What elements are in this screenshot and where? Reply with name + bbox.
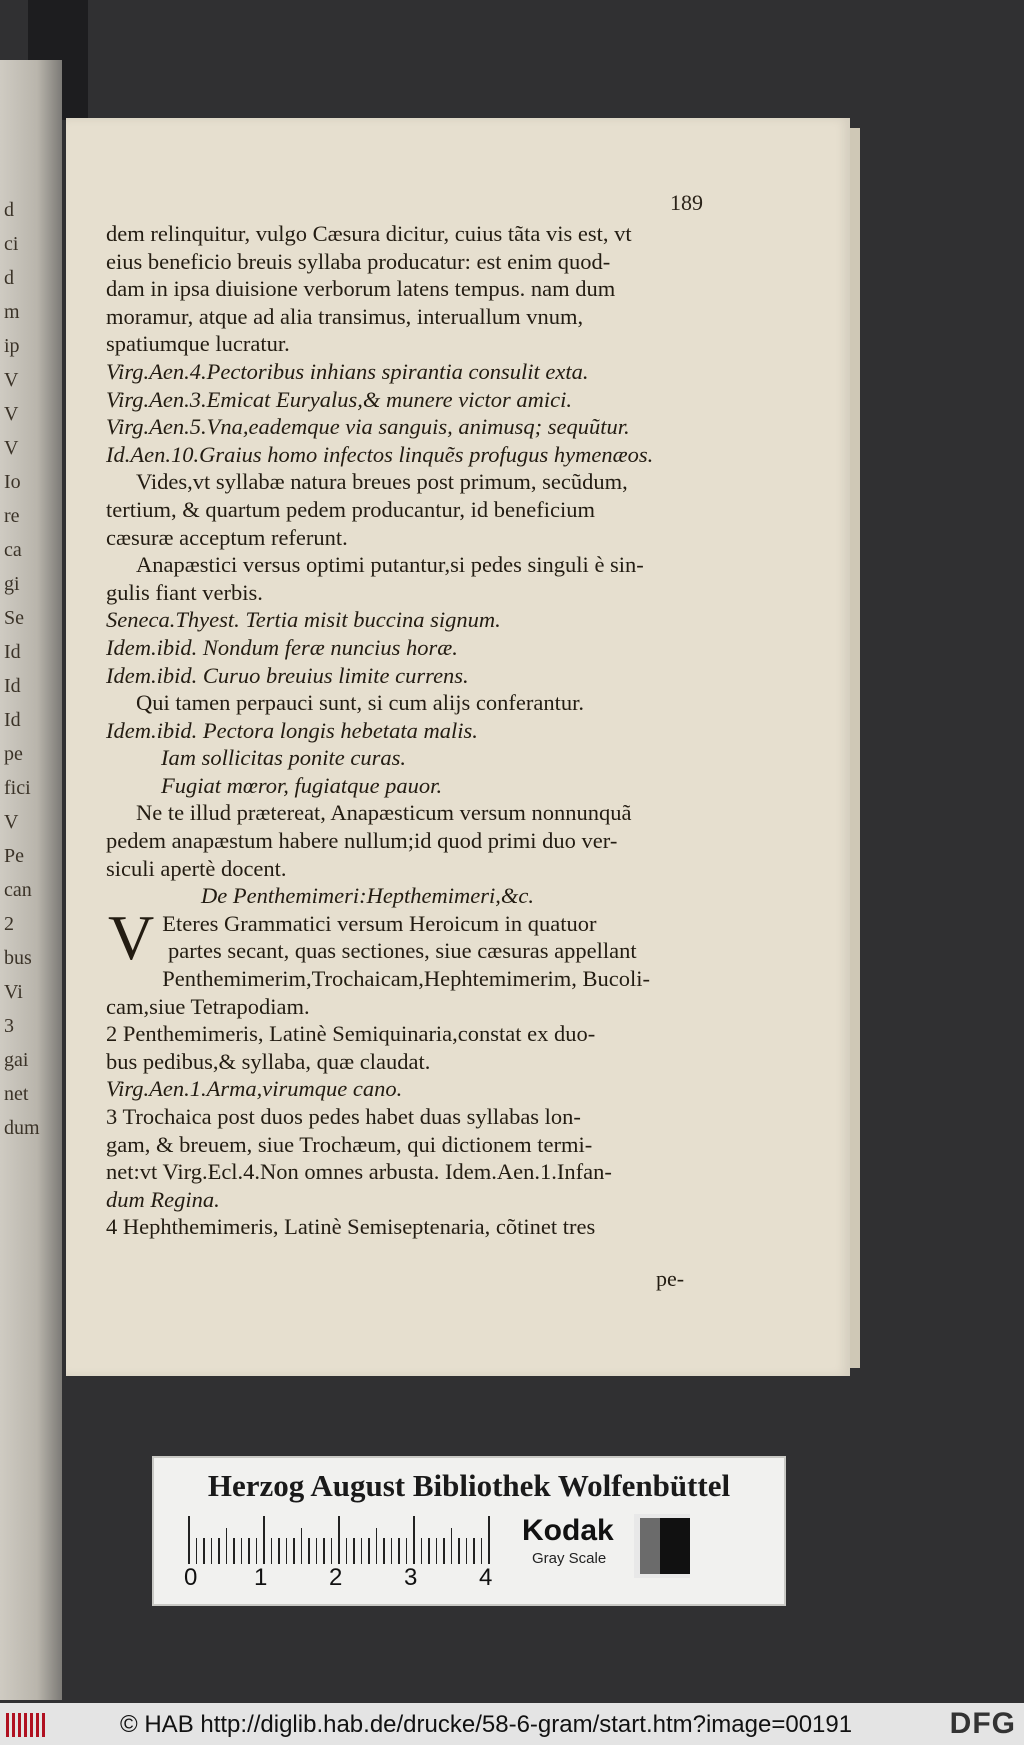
left-page-fragment: Pe bbox=[4, 845, 24, 867]
text-line: Qui tamen perpauci sunt, si cum alijs conferantur. bbox=[136, 690, 585, 716]
text-line-content: Eteres Grammatici versum Heroicum in quatuor bbox=[162, 910, 597, 936]
left-page-fragment: Id bbox=[4, 675, 21, 697]
ruler-tick bbox=[248, 1538, 250, 1564]
text-line: tertium, & quartum pedem producantur, id beneficium bbox=[106, 496, 595, 522]
ruler-tick bbox=[308, 1538, 310, 1564]
black-patch bbox=[660, 1518, 690, 1574]
ruler-tick bbox=[406, 1538, 408, 1564]
left-page-fragment: pe bbox=[4, 743, 23, 765]
scale-number: 4 bbox=[479, 1564, 493, 1591]
text-line: De Penthemimeri:Hepthemimeri,&c. bbox=[201, 883, 535, 909]
text-line: dum Regina. bbox=[106, 1186, 220, 1212]
left-page-fragment: dum bbox=[4, 1117, 40, 1139]
text-line: moramur, atque ad alia transimus, interuallum vnum, bbox=[106, 303, 584, 329]
left-page-edge bbox=[0, 60, 62, 1700]
ruler-tick bbox=[286, 1538, 288, 1564]
scale-number: 0 bbox=[184, 1564, 198, 1591]
text-line: 4 Hephthemimeris, Latinè Semiseptenaria, cõtinet tres bbox=[106, 1214, 596, 1240]
dfg-logo: DFG bbox=[949, 1707, 1016, 1740]
left-page-fragment: m bbox=[4, 301, 20, 323]
left-page-fragment: ci bbox=[4, 233, 19, 255]
ruler-tick bbox=[211, 1538, 213, 1564]
text-line: Penthemimerim,Trochaicam,Hephtemimerim, Bucoli- bbox=[162, 966, 651, 992]
text-line: Virg.Aen.1.Arma,virumque cano. bbox=[106, 1076, 403, 1102]
ruler-tick bbox=[391, 1538, 393, 1564]
ruler-tick bbox=[458, 1538, 460, 1564]
text-line: bus pedibus,& syllaba, quæ claudat. bbox=[106, 1048, 431, 1074]
left-page-fragment: 2 bbox=[4, 913, 14, 935]
ruler-tick bbox=[368, 1538, 370, 1564]
left-page-fragment: net bbox=[4, 1083, 29, 1105]
text-line: 2 Penthemimeris, Latinè Semiquinaria,constat ex duo- bbox=[106, 1021, 596, 1047]
page-number: 189 bbox=[670, 190, 703, 215]
ruler-tick bbox=[196, 1538, 198, 1564]
gray-swatch bbox=[634, 1514, 690, 1578]
scale-number: 3 bbox=[404, 1564, 418, 1591]
text-line: Fugiat mœror, fugiatque pauor. bbox=[161, 772, 443, 798]
text-line: Iam sollicitas ponite curas. bbox=[161, 745, 406, 771]
text-line: Vides,vt syllabæ natura breues post primum, secũdum, bbox=[136, 469, 628, 495]
text-line: Ne te illud prætereat, Anapæsticum versum nonnunquã bbox=[136, 800, 632, 826]
text-line: gam, & breuem, siue Trochæum, qui dictionem termi- bbox=[106, 1131, 593, 1157]
left-page-fragment: d bbox=[4, 267, 14, 289]
left-page-fragment: gi bbox=[4, 573, 20, 595]
ruler-scale bbox=[188, 1516, 498, 1564]
ruler-tick bbox=[263, 1516, 265, 1564]
book-page bbox=[66, 118, 850, 1376]
text-line: cæsuræ acceptum referunt. bbox=[106, 524, 348, 550]
hab-logo-icon bbox=[6, 1713, 48, 1737]
gray-patch bbox=[640, 1518, 662, 1574]
ruler-tick bbox=[331, 1538, 333, 1564]
gray-scale-label: Gray Scale bbox=[532, 1550, 607, 1567]
ruler-tick bbox=[323, 1538, 325, 1564]
left-page-fragment: Se bbox=[4, 607, 24, 629]
left-page-fragment: Io bbox=[4, 471, 21, 493]
ruler-tick bbox=[436, 1538, 438, 1564]
text-line: Idem.ibid. Curuo breuius limite currens. bbox=[106, 662, 469, 688]
ruler-tick bbox=[413, 1516, 415, 1564]
text-line: siculi apertè docent. bbox=[106, 855, 287, 881]
left-page-fragment: V bbox=[4, 403, 19, 425]
drop-cap: V bbox=[108, 901, 155, 973]
text-line: net:vt Virg.Ecl.4.Non omnes arbusta. Idem.Aen.1.Infan- bbox=[106, 1159, 612, 1185]
ruler-tick bbox=[188, 1516, 190, 1564]
left-page-fragment: gai bbox=[4, 1049, 29, 1071]
ruler-tick bbox=[361, 1538, 363, 1564]
ruler-tick bbox=[398, 1538, 400, 1564]
text-line: Virg.Aen.3.Emicat Euryalus,& munere victor amici. bbox=[106, 386, 572, 412]
library-title: Herzog August Bibliothek Wolfenbüttel bbox=[207, 1468, 731, 1503]
text-line: Idem.ibid. Nondum feræ nuncius horæ. bbox=[106, 634, 458, 660]
left-page-fragment: Id bbox=[4, 641, 21, 663]
color-calibration-card bbox=[152, 1456, 786, 1606]
ruler-tick bbox=[271, 1538, 273, 1564]
page-text bbox=[106, 220, 806, 1241]
text-line: gulis fiant verbis. bbox=[106, 579, 263, 605]
ruler-tick bbox=[293, 1538, 295, 1564]
ruler-tick bbox=[428, 1538, 430, 1564]
left-page-fragment: ip bbox=[4, 335, 20, 357]
left-page-fragment: re bbox=[4, 505, 20, 527]
source-url[interactable]: © HAB http://diglib.hab.de/drucke/58-6-gram/start.htm?image=00191 bbox=[120, 1711, 853, 1738]
text-line: Virg.Aen.5.Vna,eademque via sanguis, animusq; sequũtur. bbox=[106, 414, 630, 440]
left-page-fragment: fici bbox=[4, 777, 31, 799]
text-line: dem relinquitur, vulgo Cæsura dicitur, cuius tãta vis est, vt bbox=[106, 221, 632, 246]
left-page-fragment: d bbox=[4, 199, 14, 221]
left-page-fragment: bus bbox=[4, 947, 32, 969]
text-line: eius beneficio breuis syllaba producatur: est enim quod- bbox=[106, 248, 611, 274]
left-page-fragment: ca bbox=[4, 539, 22, 561]
scale-number: 2 bbox=[329, 1564, 343, 1591]
left-page-fragment: can bbox=[4, 879, 32, 901]
footer-bar bbox=[0, 1703, 1024, 1745]
ruler-tick bbox=[443, 1538, 445, 1564]
ruler-tick bbox=[353, 1538, 355, 1564]
ruler-tick bbox=[301, 1528, 303, 1564]
ruler-tick bbox=[451, 1528, 453, 1564]
ruler-tick bbox=[488, 1516, 490, 1564]
ruler-tick bbox=[421, 1538, 423, 1564]
catchword: pe- bbox=[656, 1266, 685, 1291]
ruler-tick bbox=[226, 1528, 228, 1564]
left-page-fragment: V bbox=[4, 811, 19, 833]
left-page-fragment: 3 bbox=[4, 1015, 14, 1037]
ruler-tick bbox=[466, 1538, 468, 1564]
ruler-tick bbox=[256, 1538, 258, 1564]
left-page-fragment: V bbox=[4, 369, 19, 391]
ruler-tick bbox=[383, 1538, 385, 1564]
ruler-tick bbox=[481, 1538, 483, 1564]
left-page-fragment: Vi bbox=[4, 981, 23, 1003]
ruler-tick bbox=[241, 1538, 243, 1564]
text-line: pedem anapæstum habere nullum;id quod primi duo ver- bbox=[106, 828, 618, 854]
ruler-tick bbox=[346, 1538, 348, 1564]
ruler-tick bbox=[233, 1538, 235, 1564]
text-line: Id.Aen.10.Graius homo infectos linquẽs profugus hymenæos. bbox=[106, 441, 654, 467]
left-page-fragment: V bbox=[4, 437, 19, 459]
text-line: Virg.Aen.4.Pectoribus inhians spirantia consulit exta. bbox=[106, 358, 589, 384]
scale-number: 1 bbox=[254, 1564, 268, 1591]
text-line: Anapæstici versus optimi putantur,si pedes singuli è sin- bbox=[136, 552, 644, 578]
text-line: partes secant, quas sectiones, siue cæsuras appellant bbox=[168, 938, 637, 964]
text-line: Seneca.Thyest. Tertia misit buccina signum. bbox=[106, 607, 501, 633]
text-line: Idem.ibid. Pectora longis hebetata malis. bbox=[106, 717, 478, 743]
ruler-tick bbox=[278, 1538, 280, 1564]
text-line: cam,siue Tetrapodiam. bbox=[106, 993, 310, 1019]
ruler-tick bbox=[316, 1538, 318, 1564]
ruler-tick bbox=[203, 1538, 205, 1564]
left-page-fragment: Id bbox=[4, 709, 21, 731]
ruler-tick bbox=[376, 1528, 378, 1564]
ruler-tick bbox=[218, 1538, 220, 1564]
ruler-tick bbox=[473, 1538, 475, 1564]
text-line: spatiumque lucratur. bbox=[106, 331, 290, 357]
kodak-logo: Kodak bbox=[522, 1514, 614, 1547]
ruler-tick bbox=[338, 1516, 340, 1564]
text-line: 3 Trochaica post duos pedes habet duas syllabas lon- bbox=[106, 1104, 581, 1129]
text-line: dam in ipsa diuisione verborum latens tempus. nam dum bbox=[106, 276, 616, 302]
